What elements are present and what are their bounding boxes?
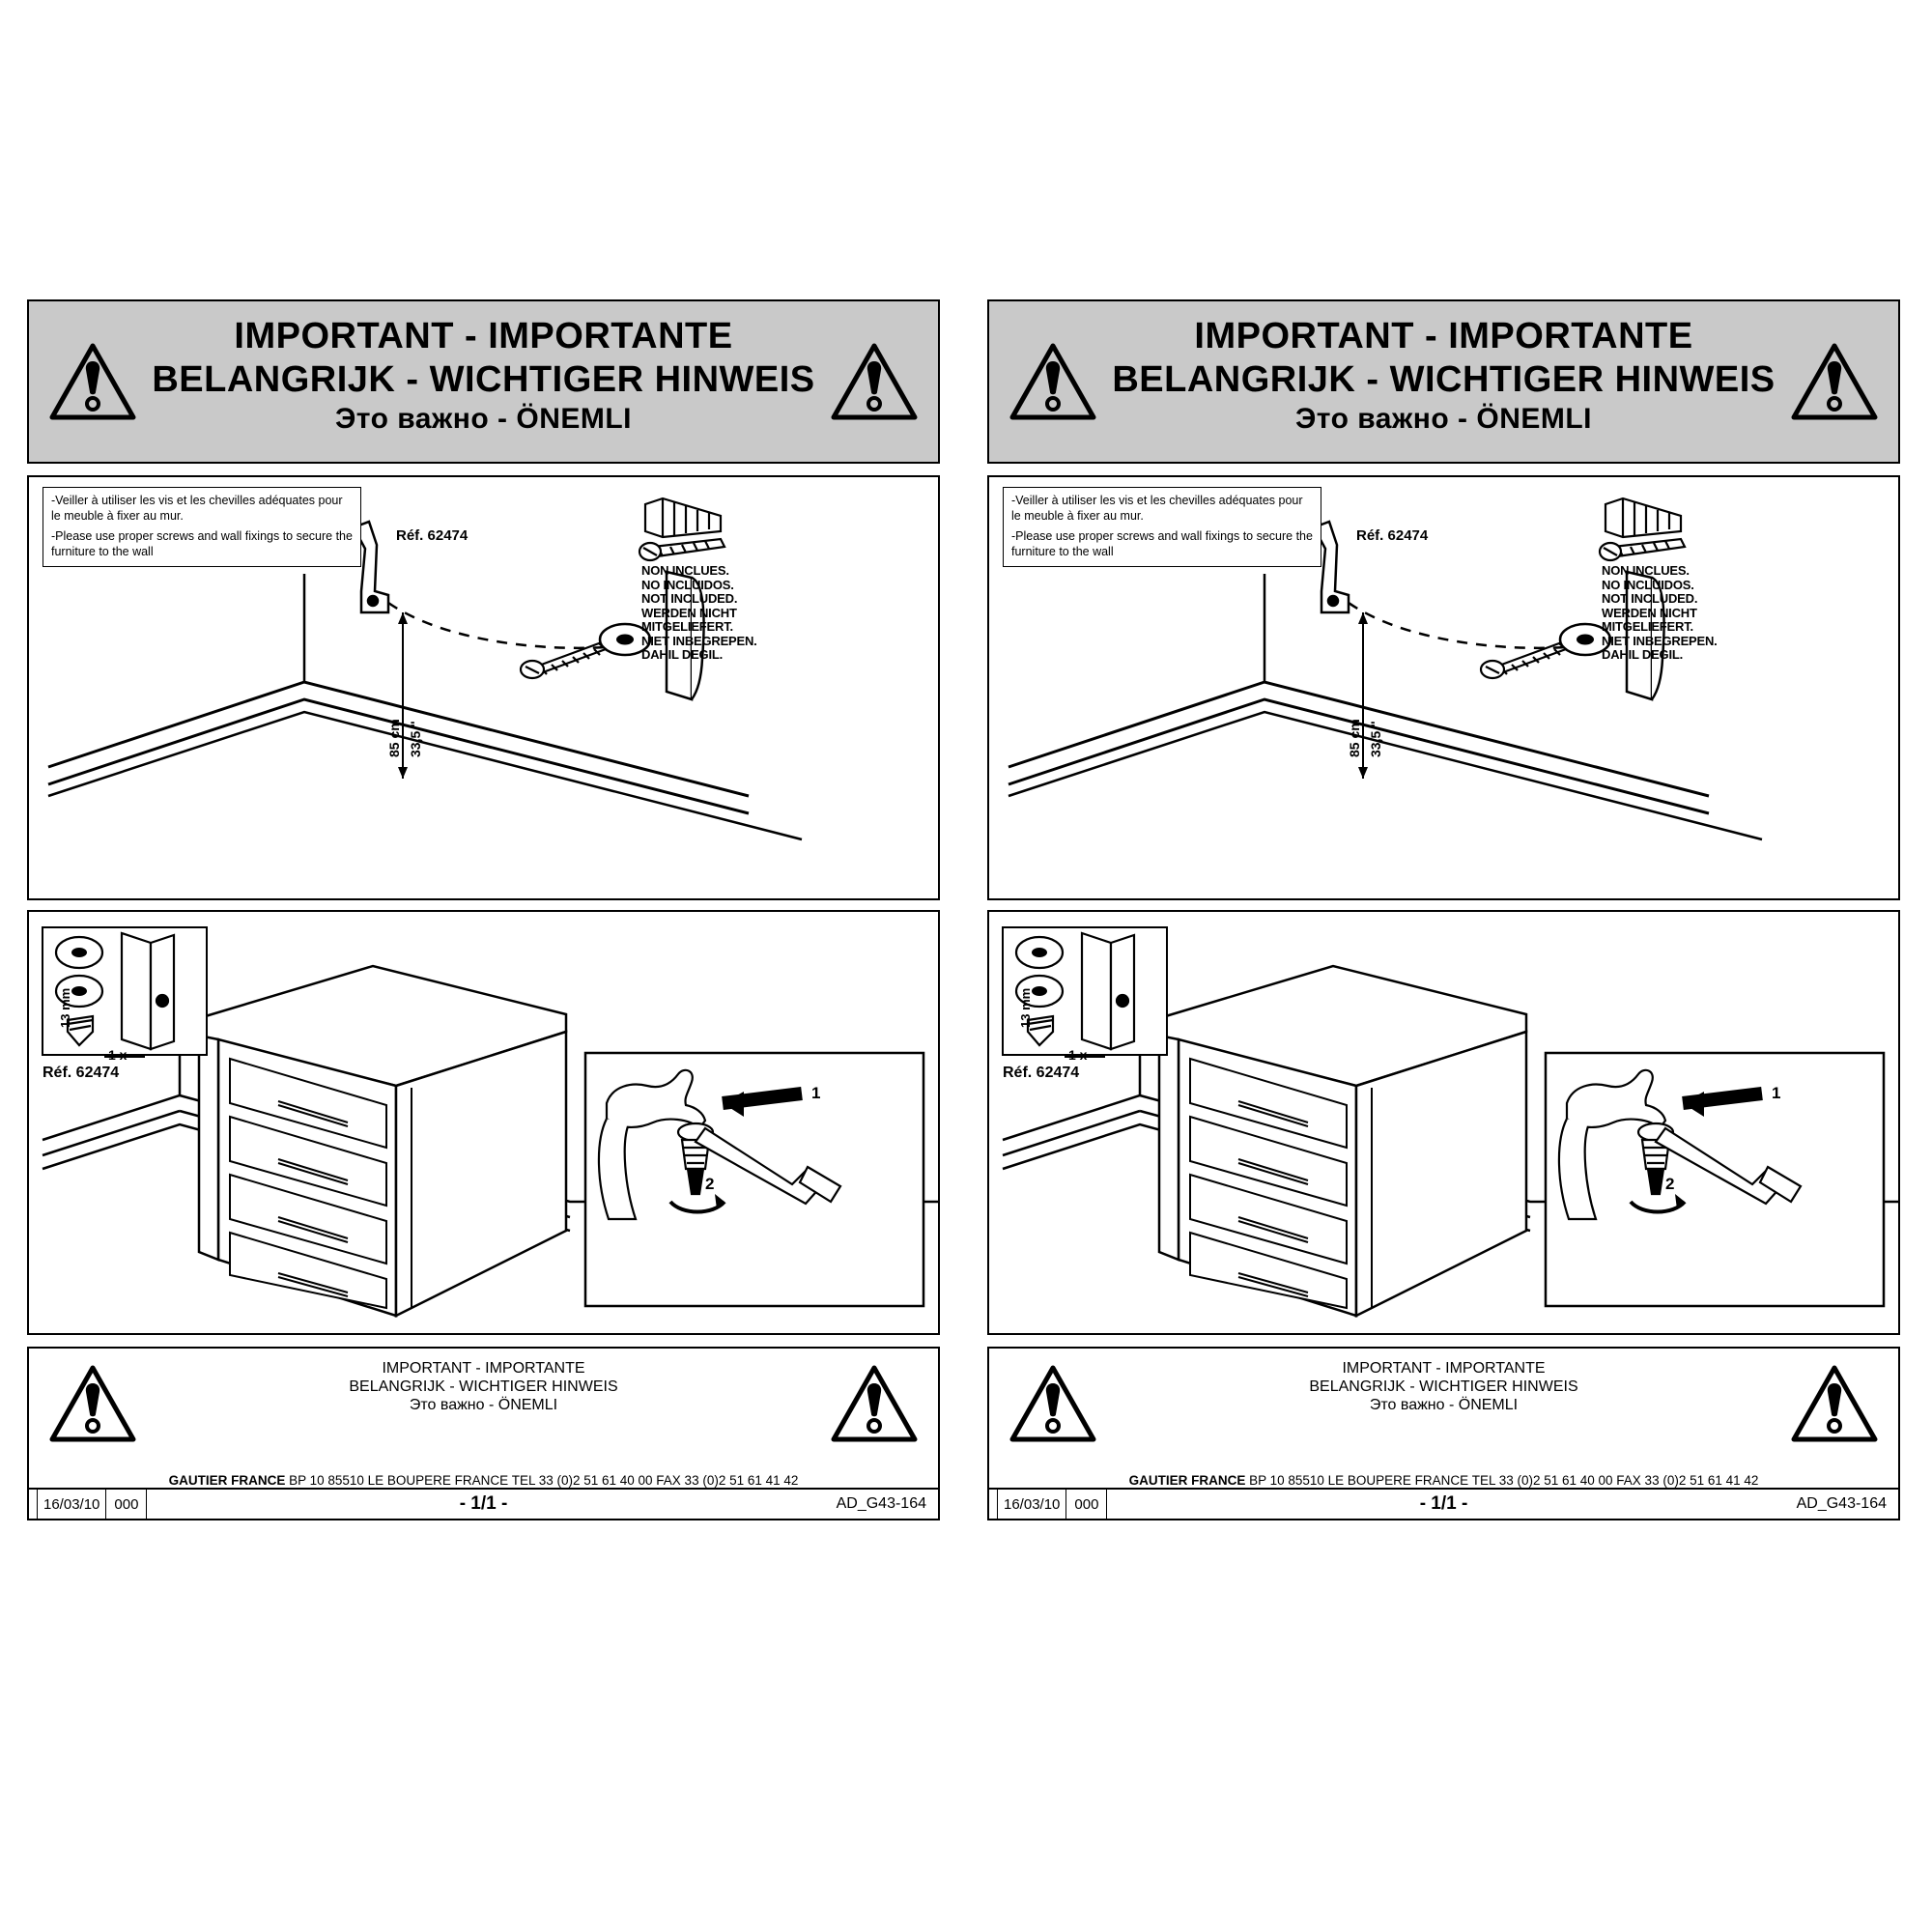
instruction-sheet-left xyxy=(27,299,940,1520)
note-text-fr: -Veiller à utiliser les vis et les chevilles adéquates pour le meuble à fixer au mur. xyxy=(1011,494,1303,523)
footer-date: 16/03/10 xyxy=(997,1490,1066,1519)
important-banner-top xyxy=(27,299,940,464)
company-address xyxy=(29,1473,938,1488)
dimension-imperial-label: 33,5 " xyxy=(408,721,423,757)
warning-triangle-icon xyxy=(1790,1364,1879,1445)
not-included-note xyxy=(1602,564,1718,663)
banner-title-block xyxy=(29,1360,938,1415)
not-included-note xyxy=(641,564,757,663)
footer-revision: 000 xyxy=(106,1490,147,1519)
quantity-label: 1 x xyxy=(1068,1047,1088,1063)
banner-line-2: BELANGRIJK - WICHTIGER HINWEIS xyxy=(349,1378,618,1395)
not-included-line: NOT INCLUDED. xyxy=(1602,591,1698,607)
quantity-label: 1 x xyxy=(108,1047,128,1063)
part-reference-label: Réf. 62474 xyxy=(1356,527,1429,544)
banner-title-block xyxy=(989,1360,1898,1415)
company-name: GAUTIER FRANCE xyxy=(1128,1473,1246,1488)
not-included-line: DAHIL DEGIL. xyxy=(641,647,724,663)
not-included-line: NO INCLUIDOS. xyxy=(641,577,734,592)
not-included-line: NIET INBEGREPEN. xyxy=(1602,633,1718,648)
not-included-line: WERDEN NICHT xyxy=(641,605,737,620)
warning-triangle-icon xyxy=(830,1364,919,1445)
not-included-line: NOT INCLUDED. xyxy=(641,591,738,607)
dimension-metric-label: 85 cm xyxy=(1347,719,1362,757)
important-banner-bottom xyxy=(27,1347,940,1520)
furniture-diagram xyxy=(29,912,938,1333)
step-number-2: 2 xyxy=(1665,1175,1675,1193)
company-name: GAUTIER FRANCE xyxy=(168,1473,286,1488)
banner-title-block xyxy=(29,315,938,436)
part-depth-label: 13 mm xyxy=(58,987,72,1028)
warning-triangle-icon xyxy=(830,342,919,423)
not-included-line: WERDEN NICHT xyxy=(1602,605,1697,620)
not-included-line: DAHIL DEGIL. xyxy=(1602,647,1684,663)
banner-line-2: BELANGRIJK - WICHTIGER HINWEIS xyxy=(1112,358,1776,400)
step-number-2: 2 xyxy=(705,1175,715,1193)
banner-title-block xyxy=(989,315,1898,436)
furniture-diagram xyxy=(989,912,1898,1333)
step-number-1: 1 xyxy=(1772,1084,1781,1102)
warning-triangle-icon xyxy=(1790,342,1879,423)
banner-line-3: Это важно - ÖNEMLI xyxy=(334,402,633,435)
not-included-line: NON INCLUES. xyxy=(641,563,729,578)
not-included-line: NIET INBEGREPEN. xyxy=(641,633,757,648)
footer-date: 16/03/10 xyxy=(37,1490,106,1519)
banner-line-2: BELANGRIJK - WICHTIGER HINWEIS xyxy=(1309,1378,1578,1395)
note-text-en: -Please use proper screws and wall fixings to secure the furniture to the wall xyxy=(1011,529,1313,558)
banner-line-1: IMPORTANT - IMPORTANTE xyxy=(1194,316,1693,356)
footer-document-code: AD_G43-164 xyxy=(1796,1495,1887,1512)
footer-revision: 000 xyxy=(1066,1490,1107,1519)
screw-note-box xyxy=(43,487,361,567)
wall-fixing-illustration-panel xyxy=(27,475,940,900)
company-address-rest: BP 10 85510 LE BOUPERE FRANCE TEL 33 (0)2 51 61 40 00 FAX 33 (0)2 51 61 41 42 xyxy=(285,1473,799,1488)
note-text-fr: -Veiller à utiliser les vis et les chevilles adéquates pour le meuble à fixer au mur. xyxy=(51,494,343,523)
step-number-1: 1 xyxy=(811,1084,821,1102)
furniture-anchoring-panel xyxy=(27,910,940,1335)
not-included-line: MITGELIEFERT. xyxy=(1602,619,1693,635)
banner-line-3: Это важно - ÖNEMLI xyxy=(409,1396,558,1413)
banner-line-1: IMPORTANT - IMPORTANTE xyxy=(382,1360,585,1377)
part-reference-label: Réf. 62474 xyxy=(396,527,469,544)
important-banner-top xyxy=(987,299,1900,464)
dimension-imperial-label: 33,5 " xyxy=(1368,721,1383,757)
part-reference-label: Réf. 62474 xyxy=(1003,1065,1080,1081)
banner-line-1: IMPORTANT - IMPORTANTE xyxy=(1342,1360,1546,1377)
instruction-sheet-right xyxy=(987,299,1900,1520)
footer-document-code: AD_G43-164 xyxy=(836,1495,926,1512)
banner-line-3: Это важно - ÖNEMLI xyxy=(1294,402,1593,435)
wall-fixing-illustration-panel xyxy=(987,475,1900,900)
not-included-line: NO INCLUIDOS. xyxy=(1602,577,1694,592)
not-included-line: NON INCLUES. xyxy=(1602,563,1690,578)
company-address xyxy=(989,1473,1898,1488)
company-address-rest: BP 10 85510 LE BOUPERE FRANCE TEL 33 (0)2 51 61 40 00 FAX 33 (0)2 51 61 41 42 xyxy=(1245,1473,1759,1488)
dimension-metric-label: 85 cm xyxy=(386,719,402,757)
banner-line-3: Это важно - ÖNEMLI xyxy=(1369,1396,1519,1413)
important-banner-bottom xyxy=(987,1347,1900,1520)
footer-bar xyxy=(989,1488,1898,1519)
not-included-line: MITGELIEFERT. xyxy=(641,619,733,635)
footer-page-number: - 1/1 - xyxy=(1419,1493,1468,1514)
footer-page-number: - 1/1 - xyxy=(459,1493,508,1514)
furniture-anchoring-panel xyxy=(987,910,1900,1335)
footer-bar xyxy=(29,1488,938,1519)
banner-line-1: IMPORTANT - IMPORTANTE xyxy=(234,316,733,356)
screw-note-box xyxy=(1003,487,1321,567)
banner-line-2: BELANGRIJK - WICHTIGER HINWEIS xyxy=(152,358,815,400)
part-reference-label: Réf. 62474 xyxy=(43,1065,120,1081)
note-text-en: -Please use proper screws and wall fixings to secure the furniture to the wall xyxy=(51,529,353,558)
part-depth-label: 13 mm xyxy=(1018,987,1033,1028)
